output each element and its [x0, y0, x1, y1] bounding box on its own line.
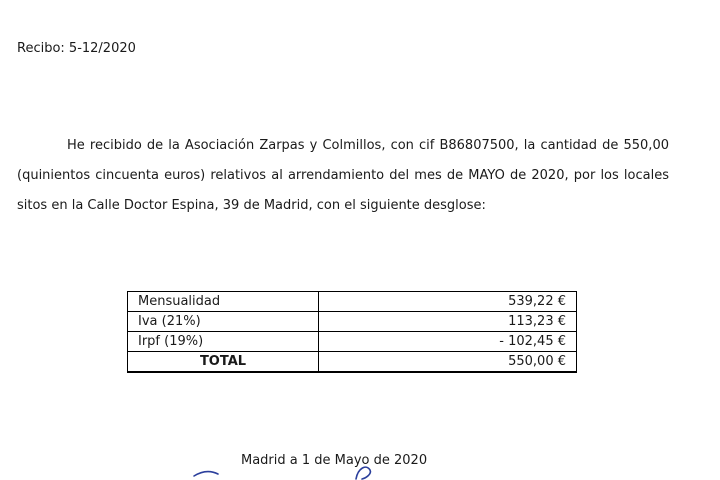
receipt-paragraph-text: He recibido de la Asociación Zarpas y Colmillos, con cif B86807500, la cantidad de 550,00 (quinientos cincuenta euros) relativos al arrendamiento del mes de MAYO de 2020, por los locales sitos en la Calle Doctor Espina, 39 de Madrid, con el siguiente desglose: — [17, 138, 669, 213]
total-amount: 550,00 € — [319, 352, 577, 373]
row-concept: Iva (21%) — [128, 312, 319, 332]
table-row — [128, 332, 577, 352]
receipt-paragraph — [17, 131, 669, 221]
signature-stroke-left — [194, 472, 218, 476]
total-label: TOTAL — [128, 352, 319, 373]
table-row — [128, 312, 577, 332]
row-amount: 539,22 € — [319, 292, 577, 312]
place-date: Madrid a 1 de Mayo de 2020 — [241, 453, 428, 468]
table-row — [128, 292, 577, 312]
row-concept: Irpf (19%) — [128, 332, 319, 352]
signature-mark — [180, 462, 380, 480]
signature-stroke-right — [356, 467, 370, 479]
total-row — [128, 352, 577, 373]
breakdown-table — [127, 291, 577, 373]
row-amount: 113,23 € — [319, 312, 577, 332]
row-concept: Mensualidad — [128, 292, 319, 312]
row-amount: - 102,45 € — [319, 332, 577, 352]
receipt-number: Recibo: 5-12/2020 — [17, 41, 136, 56]
